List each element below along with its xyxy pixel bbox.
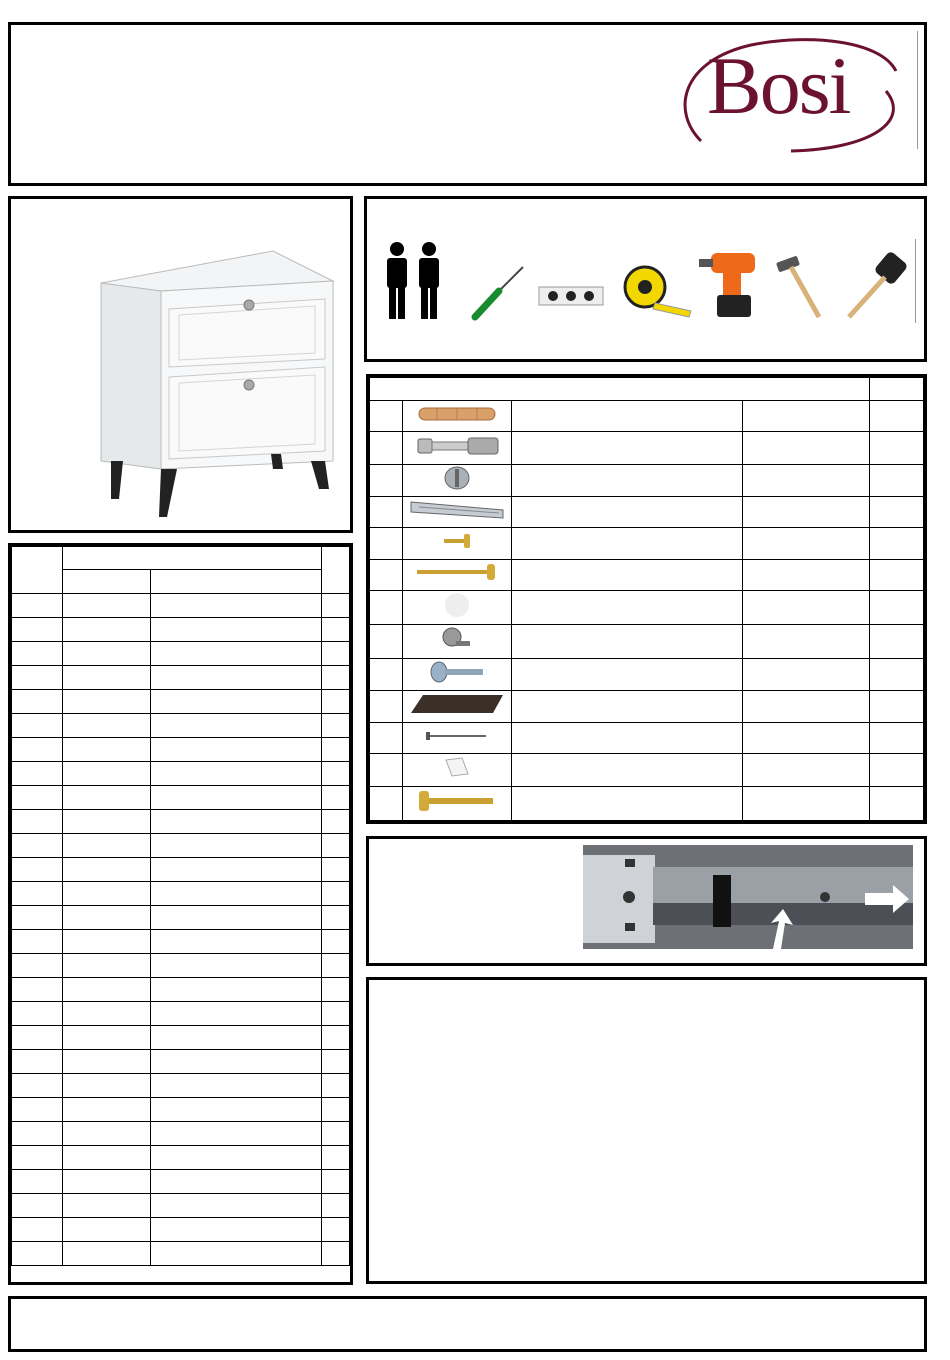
hardware-header-qty [870, 378, 924, 401]
table-row [12, 690, 350, 714]
table-cell [150, 954, 321, 978]
hardware-header-row [370, 378, 924, 401]
table-cell [322, 1026, 350, 1050]
table-cell [150, 1194, 321, 1218]
table-row [12, 762, 350, 786]
table-cell [322, 738, 350, 762]
table-row [370, 690, 924, 722]
table-cell [12, 666, 63, 690]
short-screw-icon [442, 532, 472, 550]
table-cell [12, 594, 63, 618]
nail-icon [424, 730, 490, 742]
table-cell [150, 906, 321, 930]
table-cell [12, 642, 63, 666]
table-cell [322, 714, 350, 738]
table-cell [322, 906, 350, 930]
table-cell [62, 810, 150, 834]
table-cell [12, 762, 63, 786]
table-cell [62, 1050, 150, 1074]
table-cell [12, 714, 63, 738]
table-cell [150, 810, 321, 834]
table-row [12, 1074, 350, 1098]
table-row [12, 978, 350, 1002]
drawer-slide-release-photo [583, 845, 913, 949]
machine-screw-icon [429, 660, 485, 684]
spirit-level-icon [537, 281, 605, 311]
table-cell [12, 882, 63, 906]
table-cell [12, 810, 63, 834]
table-cell [62, 738, 150, 762]
table-cell [150, 786, 321, 810]
table-cell [62, 1074, 150, 1098]
table-row [12, 882, 350, 906]
screwdriver-icon [469, 263, 529, 323]
panel-header-row [12, 547, 350, 570]
table-row [370, 497, 924, 528]
wooden-dowel-icon [417, 404, 497, 424]
cam-bolt-icon [414, 433, 500, 459]
table-row [12, 1146, 350, 1170]
table-cell [12, 1122, 63, 1146]
table-cell [322, 1242, 350, 1266]
table-cell [150, 930, 321, 954]
panel-subheader-row [12, 570, 350, 594]
panel-header-num [12, 547, 63, 594]
table-cell [62, 834, 150, 858]
back-panel-icon [409, 691, 505, 717]
panel-list-table [8, 543, 353, 1285]
table-cell [62, 906, 150, 930]
table-cell [62, 954, 150, 978]
table-row [370, 625, 924, 659]
table-row [12, 906, 350, 930]
table-row [12, 666, 350, 690]
table-row [12, 1026, 350, 1050]
table-cell [62, 1026, 150, 1050]
cover-cap-icon [443, 591, 471, 619]
table-row [12, 618, 350, 642]
hardware-header-cell [370, 378, 870, 401]
table-cell [12, 906, 63, 930]
table-row [370, 528, 924, 559]
table-cell [12, 978, 63, 1002]
table-cell [150, 978, 321, 1002]
table-cell [12, 738, 63, 762]
table-cell [150, 1074, 321, 1098]
table-cell [12, 1026, 63, 1050]
table-row [12, 1098, 350, 1122]
table-cell [322, 978, 350, 1002]
bosi-logo [671, 31, 916, 159]
table-cell [12, 1242, 63, 1266]
table-row [12, 1050, 350, 1074]
table-row [370, 432, 924, 464]
table-cell [322, 618, 350, 642]
drawer-slide-note-box [366, 836, 927, 966]
table-cell [322, 834, 350, 858]
notes-box [366, 977, 927, 1284]
table-cell [150, 834, 321, 858]
table-cell [62, 786, 150, 810]
table-cell [322, 1122, 350, 1146]
table-cell [322, 882, 350, 906]
table-cell [62, 1170, 150, 1194]
table-cell [12, 786, 63, 810]
table-cell [62, 762, 150, 786]
table-cell [62, 978, 150, 1002]
table-row [12, 1002, 350, 1026]
table-row [370, 590, 924, 624]
table-cell [150, 1218, 321, 1242]
table-cell [322, 762, 350, 786]
table-cell [150, 1242, 321, 1266]
table-cell [150, 1098, 321, 1122]
wood-screw-icon [417, 787, 497, 815]
table-row [12, 834, 350, 858]
table-cell [322, 1074, 350, 1098]
table-row [12, 594, 350, 618]
table-cell [322, 786, 350, 810]
table-cell [12, 1194, 63, 1218]
table-cell [62, 1002, 150, 1026]
table-cell [322, 954, 350, 978]
table-cell [150, 666, 321, 690]
table-cell [322, 642, 350, 666]
table-row [370, 401, 924, 432]
table-cell [12, 858, 63, 882]
table-cell [150, 714, 321, 738]
long-screw-icon [415, 562, 499, 582]
table-cell [12, 834, 63, 858]
mallet-icon [843, 251, 913, 321]
table-cell [150, 1122, 321, 1146]
table-row [370, 464, 924, 496]
table-cell [12, 1074, 63, 1098]
table-cell [150, 858, 321, 882]
table-cell [150, 618, 321, 642]
table-cell [322, 594, 350, 618]
table-cell [322, 690, 350, 714]
table-row [370, 786, 924, 820]
table-row [12, 1194, 350, 1218]
table-cell [62, 1122, 150, 1146]
table-row [370, 559, 924, 590]
plastic-clip-icon [442, 754, 472, 780]
table-cell [12, 1002, 63, 1026]
table-cell [322, 1170, 350, 1194]
table-cell [12, 1050, 63, 1074]
table-row [12, 642, 350, 666]
table-cell [12, 1098, 63, 1122]
panel-header-qty [322, 547, 350, 594]
cam-lock-icon [443, 465, 471, 491]
table-cell [150, 1050, 321, 1074]
drawer-slide-icon [409, 498, 505, 522]
table-cell [150, 762, 321, 786]
tape-measure-icon [621, 263, 693, 319]
table-cell [62, 882, 150, 906]
logo-brand-text: Bosi [707, 40, 850, 131]
table-row [370, 754, 924, 786]
table-cell [322, 930, 350, 954]
hardware-table [366, 374, 927, 824]
table-cell [150, 642, 321, 666]
table-row [12, 1242, 350, 1266]
table-cell [12, 1218, 63, 1242]
table-cell [62, 1242, 150, 1266]
table-row [12, 954, 350, 978]
table-cell [322, 1050, 350, 1074]
table-row [12, 714, 350, 738]
tools-divider [915, 239, 916, 323]
table-row [370, 723, 924, 754]
table-cell [150, 594, 321, 618]
table-cell [322, 1194, 350, 1218]
table-cell [62, 618, 150, 642]
table-row [12, 738, 350, 762]
table-cell [62, 1098, 150, 1122]
table-row [12, 1122, 350, 1146]
table-cell [62, 642, 150, 666]
table-cell [322, 858, 350, 882]
hammer-icon [775, 255, 825, 321]
table-cell [62, 1218, 150, 1242]
table-cell [62, 1146, 150, 1170]
drill-icon [697, 247, 765, 321]
table-cell [62, 690, 150, 714]
table-row [12, 1218, 350, 1242]
two-drawer-cabinet-illustration [11, 199, 350, 530]
product-image-box [8, 196, 353, 533]
table-cell [322, 1218, 350, 1242]
table-cell [62, 1194, 150, 1218]
panel-header-group [62, 547, 321, 570]
table-cell [12, 954, 63, 978]
tools-box [364, 196, 927, 362]
table-cell [12, 690, 63, 714]
table-cell [322, 1098, 350, 1122]
table-cell [322, 810, 350, 834]
table-cell [322, 666, 350, 690]
table-cell [62, 930, 150, 954]
table-cell [150, 1146, 321, 1170]
table-row [12, 858, 350, 882]
table-cell [12, 618, 63, 642]
table-row [12, 1170, 350, 1194]
table-cell [62, 858, 150, 882]
table-cell [322, 1002, 350, 1026]
table-cell [12, 1170, 63, 1194]
table-cell [150, 738, 321, 762]
table-cell [150, 1170, 321, 1194]
logo-divider [917, 31, 918, 149]
header-box [8, 22, 927, 186]
table-cell [62, 714, 150, 738]
table-row [370, 659, 924, 690]
table-cell [150, 1002, 321, 1026]
knob-icon [440, 625, 474, 653]
hardware-image-cell [402, 401, 511, 432]
table-row [12, 810, 350, 834]
table-cell [150, 1026, 321, 1050]
two-people-icon [381, 239, 447, 321]
table-cell [12, 1146, 63, 1170]
table-cell [62, 594, 150, 618]
table-cell [322, 1146, 350, 1170]
table-cell [62, 666, 150, 690]
table-cell [150, 882, 321, 906]
table-row [12, 930, 350, 954]
table-cell [12, 930, 63, 954]
table-row [12, 786, 350, 810]
footer-box [8, 1296, 927, 1352]
table-cell [150, 690, 321, 714]
